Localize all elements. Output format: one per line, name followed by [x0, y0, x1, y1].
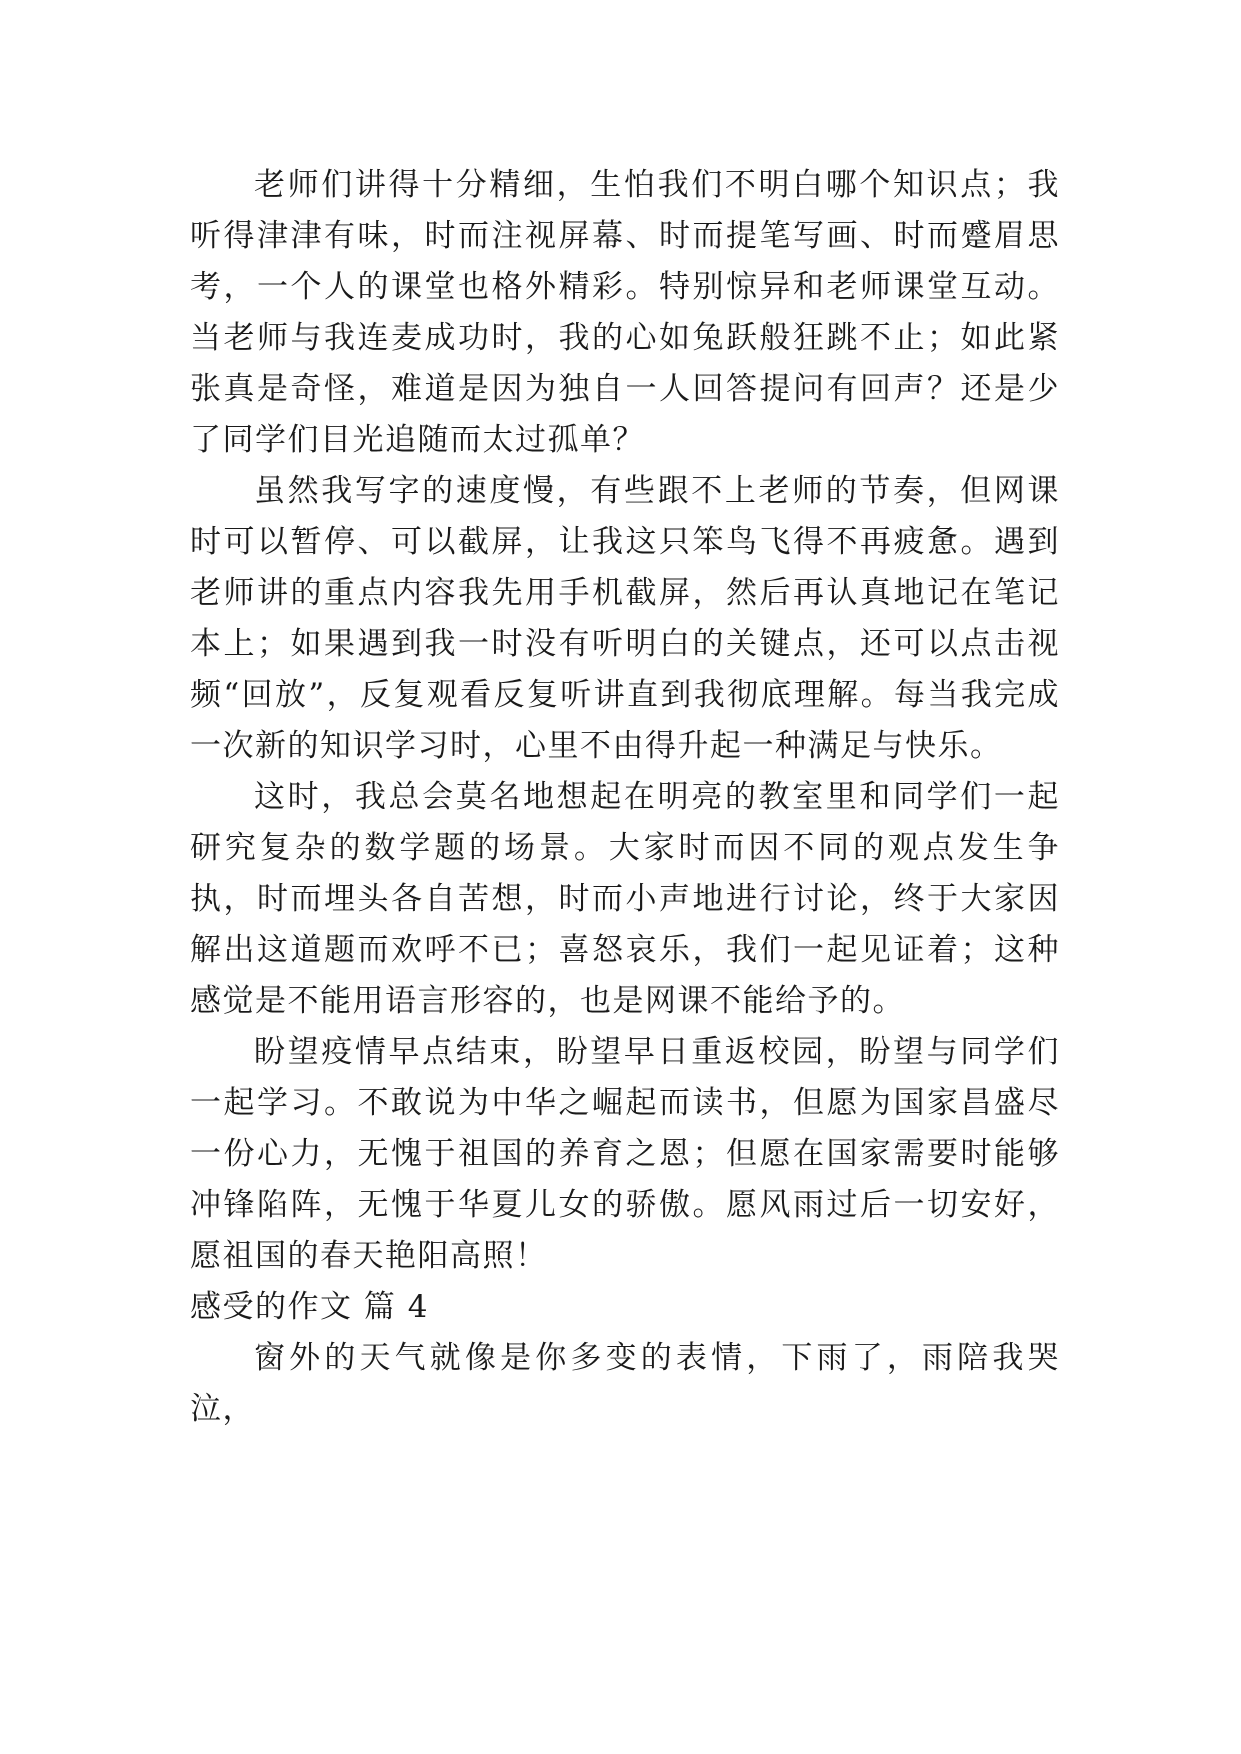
- document-body: [190, 160, 1060, 1435]
- paragraph-hope: 盼望疫情早点结束，盼望早日重返校园，盼望与同学们一起学习。不敢说为中华之崛起而读书，但愿为国家昌盛尽一份心力，无愧于祖国的养育之恩；但愿在国家需要时能够冲锋陷阵，无愧于华夏儿女的骄傲。愿风雨过后一切安好，愿祖国的春天艳阳高照！: [190, 1034, 1060, 1274]
- section-heading: 感受的作文 篇 4: [190, 1289, 429, 1325]
- paragraph-classroom-memory: 这时，我总会莫名地想起在明亮的教室里和同学们一起研究复杂的数学题的场景。大家时而因不同的观点发生争执，时而埋头各自苦想，时而小声地进行讨论，终于大家因解出这道题而欢呼不已；喜怒哀乐，我们一起见证着；这种感觉是不能用语言形容的，也是网课不能给予的。: [190, 779, 1060, 1019]
- paragraph-essay-4-opening: 窗外的天气就像是你多变的表情，下雨了，雨陪我哭泣，: [190, 1340, 1060, 1427]
- paragraph-replay-and-notes: 虽然我写字的速度慢，有些跟不上老师的节奏，但网课时可以暂停、可以截屏，让我这只笨鸟飞得不再疲惫。遇到老师讲的重点内容我先用手机截屏，然后再认真地记在笔记本上；如果遇到我一时没有听明白的关键点，还可以点击视频“回放”，反复观看反复听讲直到我彻底理解。每当我完成一次新的知识学习时，心里不由得升起一种满足与快乐。: [190, 473, 1060, 764]
- paragraph-online-class-experience: 老师们讲得十分精细，生怕我们不明白哪个知识点；我听得津津有味，时而注视屏幕、时而提笔写画、时而蹙眉思考，一个人的课堂也格外精彩。特别惊异和老师课堂互动。当老师与我连麦成功时，我的心如兔跃般狂跳不止；如此紧张真是奇怪，难道是因为独自一人回答提问有回声？还是少了同学们目光追随而太过孤单？: [190, 167, 1060, 458]
